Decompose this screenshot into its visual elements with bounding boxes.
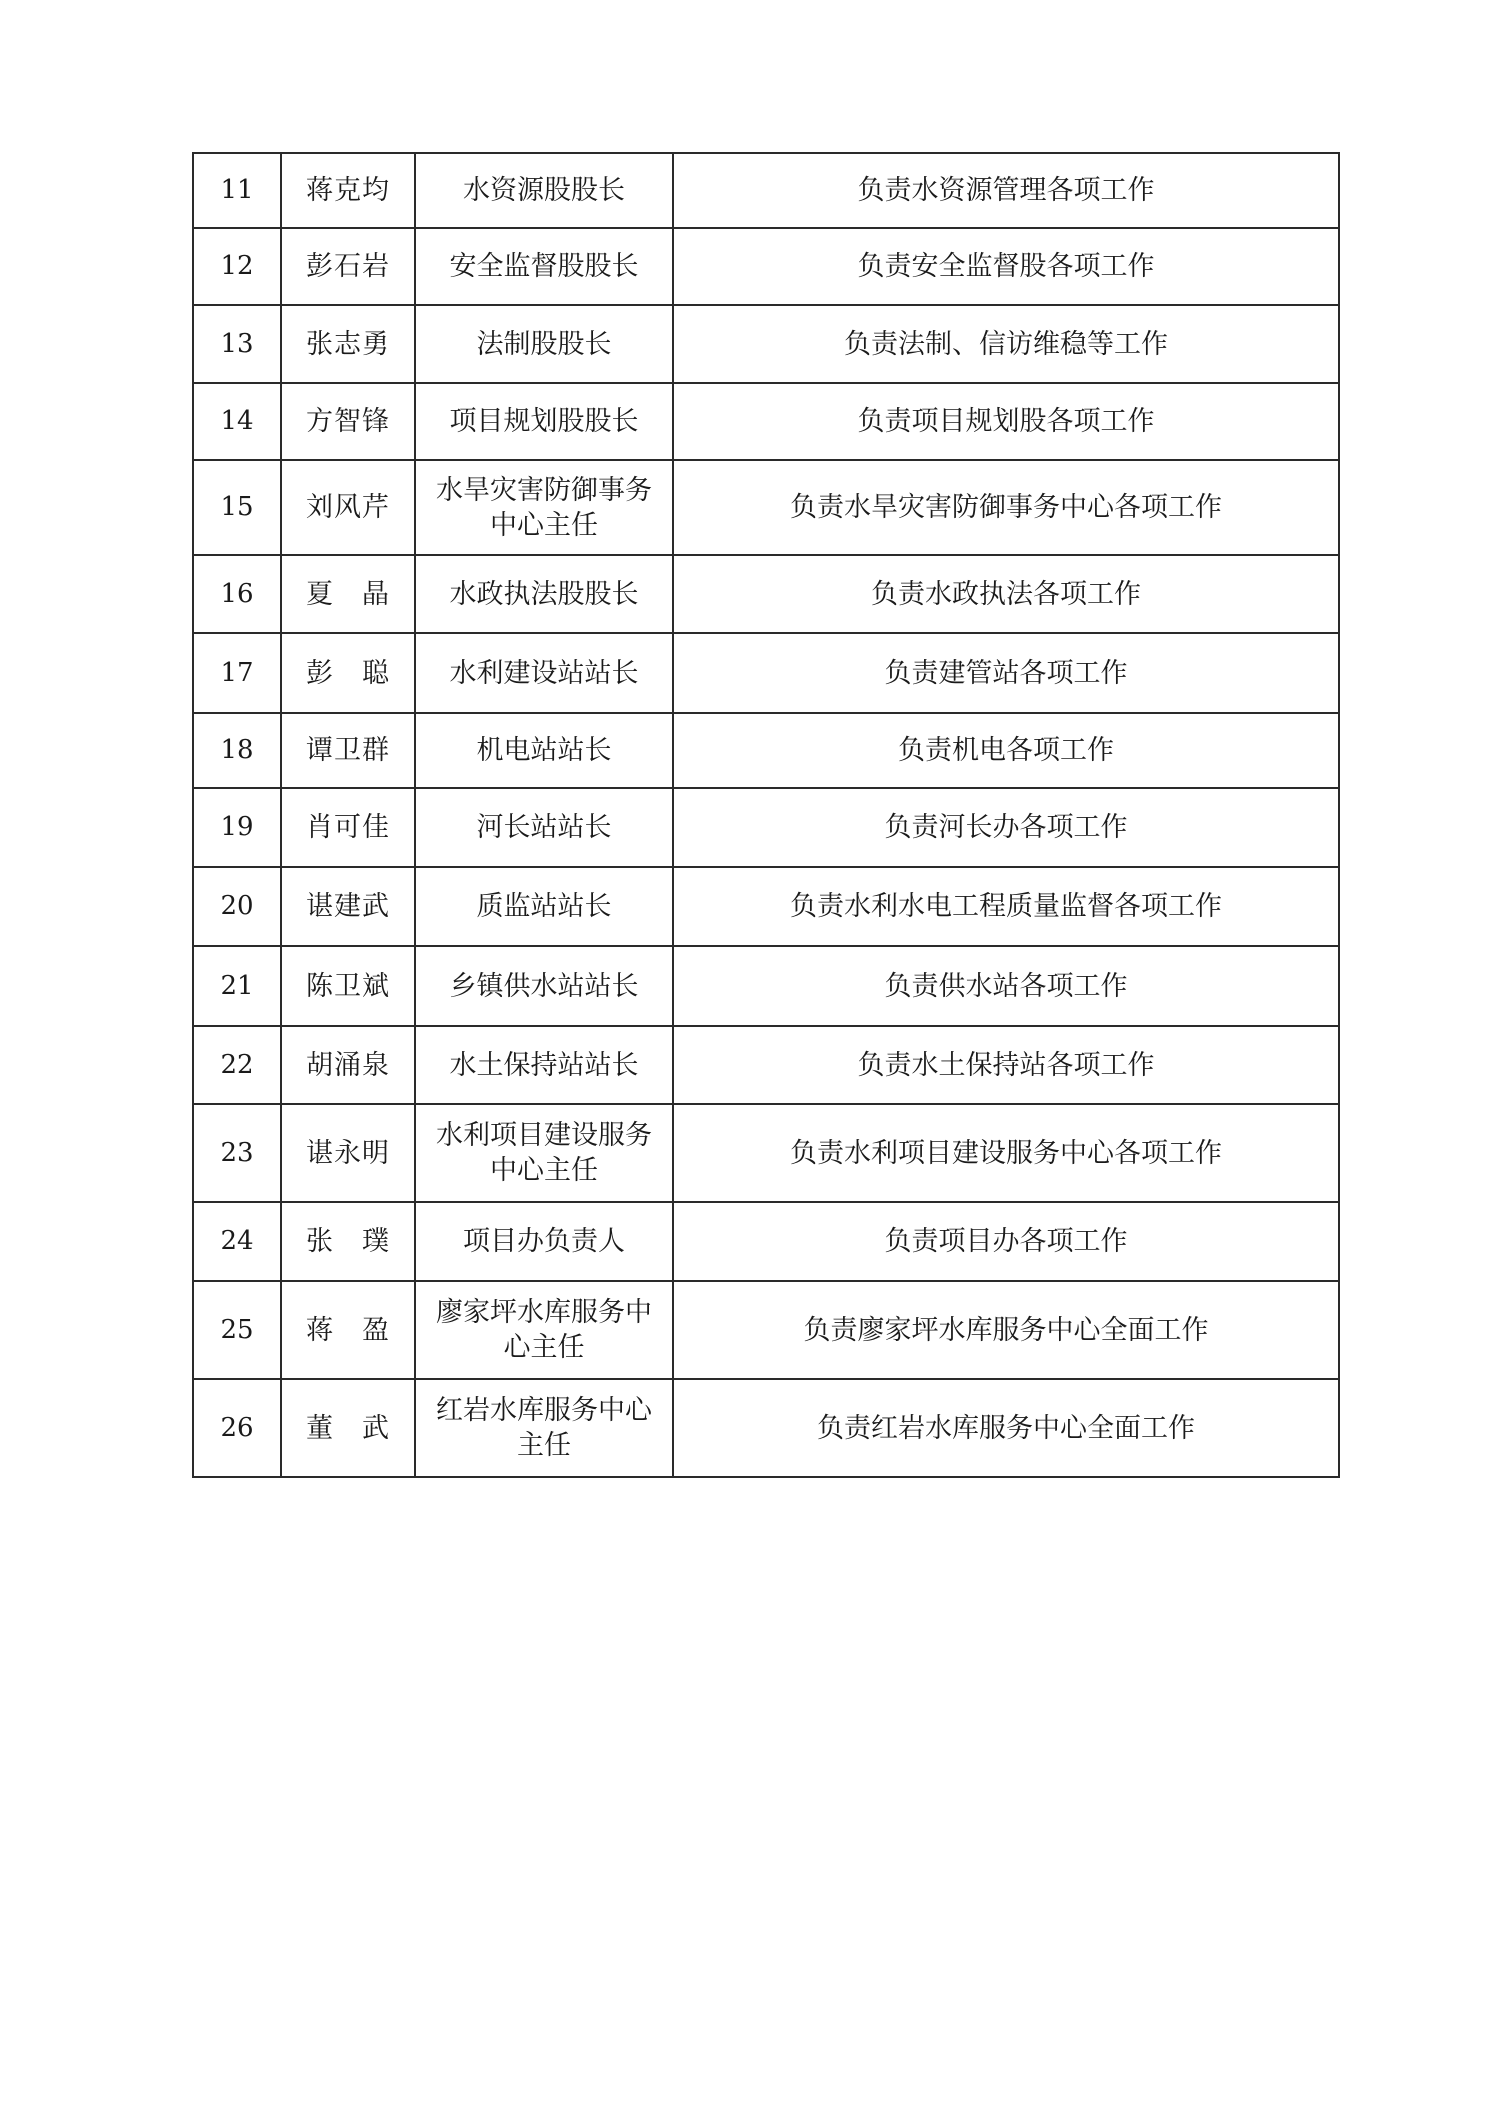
position-title: 项目规划股股长 — [415, 383, 673, 460]
duty-description: 负责水旱灾害防御事务中心各项工作 — [673, 460, 1339, 555]
person-name: 陈卫斌 — [281, 946, 415, 1026]
duty-description: 负责水利项目建设服务中心各项工作 — [673, 1104, 1339, 1202]
row-number: 15 — [193, 460, 281, 555]
row-number: 23 — [193, 1104, 281, 1202]
row-number: 13 — [193, 305, 281, 383]
table-row — [193, 555, 1339, 633]
person-name: 董 武 — [281, 1379, 415, 1477]
position-title: 水旱灾害防御事务中心主任 — [415, 460, 673, 555]
row-number: 17 — [193, 633, 281, 713]
table-row — [193, 1281, 1339, 1379]
duty-description: 负责廖家坪水库服务中心全面工作 — [673, 1281, 1339, 1379]
duty-description: 负责项目规划股各项工作 — [673, 383, 1339, 460]
duty-description: 负责项目办各项工作 — [673, 1202, 1339, 1281]
person-name: 方智锋 — [281, 383, 415, 460]
table-row — [193, 946, 1339, 1026]
position-title: 安全监督股股长 — [415, 228, 673, 305]
row-number: 11 — [193, 153, 281, 228]
table-row — [193, 788, 1339, 867]
table-row — [193, 153, 1339, 228]
row-number: 16 — [193, 555, 281, 633]
row-number: 20 — [193, 867, 281, 946]
position-title: 红岩水库服务中心主任 — [415, 1379, 673, 1477]
person-name: 张 璞 — [281, 1202, 415, 1281]
position-title: 河长站站长 — [415, 788, 673, 867]
table-row — [193, 383, 1339, 460]
row-number: 24 — [193, 1202, 281, 1281]
position-title: 水利项目建设服务中心主任 — [415, 1104, 673, 1202]
person-name: 彭 聪 — [281, 633, 415, 713]
row-number: 26 — [193, 1379, 281, 1477]
table-row — [193, 305, 1339, 383]
table-row — [193, 1026, 1339, 1104]
duty-description: 负责水利水电工程质量监督各项工作 — [673, 867, 1339, 946]
row-number: 12 — [193, 228, 281, 305]
duty-description: 负责水土保持站各项工作 — [673, 1026, 1339, 1104]
duty-description: 负责机电各项工作 — [673, 713, 1339, 788]
table-row — [193, 228, 1339, 305]
duty-description: 负责水资源管理各项工作 — [673, 153, 1339, 228]
person-name: 刘风芹 — [281, 460, 415, 555]
position-title: 廖家坪水库服务中心主任 — [415, 1281, 673, 1379]
person-name: 谭卫群 — [281, 713, 415, 788]
row-number: 19 — [193, 788, 281, 867]
duty-description: 负责法制、信访维稳等工作 — [673, 305, 1339, 383]
position-title: 质监站站长 — [415, 867, 673, 946]
duty-description: 负责河长办各项工作 — [673, 788, 1339, 867]
table-row — [193, 1104, 1339, 1202]
person-name: 彭石岩 — [281, 228, 415, 305]
position-title: 乡镇供水站站长 — [415, 946, 673, 1026]
table-row — [193, 713, 1339, 788]
person-name: 谌永明 — [281, 1104, 415, 1202]
table-row — [193, 633, 1339, 713]
position-title: 法制股股长 — [415, 305, 673, 383]
table-row — [193, 1379, 1339, 1477]
duty-description: 负责红岩水库服务中心全面工作 — [673, 1379, 1339, 1477]
person-name: 谌建武 — [281, 867, 415, 946]
duty-description: 负责供水站各项工作 — [673, 946, 1339, 1026]
person-name: 夏 晶 — [281, 555, 415, 633]
position-title: 项目办负责人 — [415, 1202, 673, 1281]
row-number: 18 — [193, 713, 281, 788]
position-title: 水利建设站站长 — [415, 633, 673, 713]
row-number: 14 — [193, 383, 281, 460]
person-name: 肖可佳 — [281, 788, 415, 867]
table-row — [193, 1202, 1339, 1281]
position-title: 水土保持站站长 — [415, 1026, 673, 1104]
row-number: 22 — [193, 1026, 281, 1104]
duty-description: 负责安全监督股各项工作 — [673, 228, 1339, 305]
position-title: 水资源股股长 — [415, 153, 673, 228]
responsibility-table — [192, 152, 1340, 1478]
position-title: 机电站站长 — [415, 713, 673, 788]
duty-description: 负责建管站各项工作 — [673, 633, 1339, 713]
person-name: 蒋克均 — [281, 153, 415, 228]
person-name: 张志勇 — [281, 305, 415, 383]
row-number: 25 — [193, 1281, 281, 1379]
person-name: 胡涌泉 — [281, 1026, 415, 1104]
position-title: 水政执法股股长 — [415, 555, 673, 633]
table-row — [193, 867, 1339, 946]
row-number: 21 — [193, 946, 281, 1026]
person-name: 蒋 盈 — [281, 1281, 415, 1379]
duty-description: 负责水政执法各项工作 — [673, 555, 1339, 633]
table-row — [193, 460, 1339, 555]
